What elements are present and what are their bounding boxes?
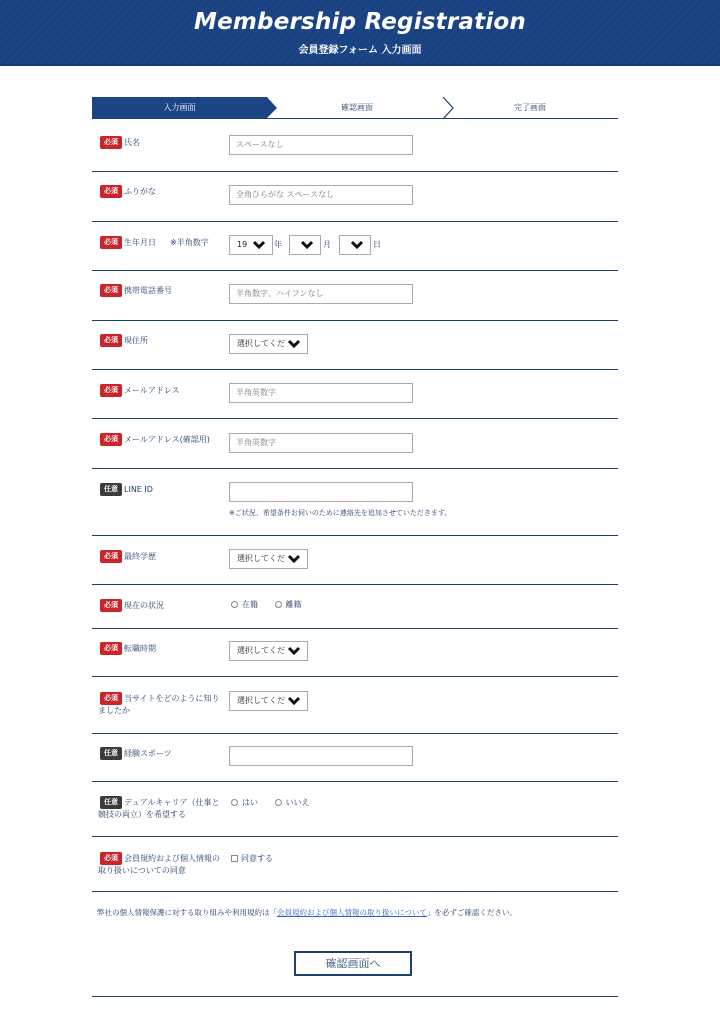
email-confirm-label: メールアドレス(確認用) — [124, 435, 210, 444]
page-header — [0, 0, 720, 66]
form-row-sports — [92, 734, 618, 782]
line-id-note: ※ご状況、希望条件お伺いのために連絡先を追加させていただきます。 — [229, 509, 452, 517]
optional-badge: 任意 — [100, 796, 122, 809]
optional-badge: 任意 — [100, 747, 122, 760]
referral-label-line1: 当サイトをどのように知り — [124, 694, 220, 703]
required-badge: 必須 — [100, 550, 122, 563]
step-input: 入力画面 — [92, 97, 267, 118]
confirm-button[interactable]: 確認画面へ — [294, 951, 412, 976]
page-subtitle: 会員登録フォーム 入力画面 — [298, 45, 422, 56]
email-confirm-input[interactable]: 半角英数字 — [229, 433, 413, 453]
optional-badge: 任意 — [100, 483, 122, 496]
status-option-label: 在籍 — [242, 600, 258, 609]
status-option-left[interactable] — [275, 600, 302, 609]
chevron-down-icon — [287, 646, 301, 656]
status-option-enrolled[interactable] — [231, 600, 258, 609]
privacy-prefix: 弊社の個人情報保護に対する取り組みや利用規約は「 — [97, 908, 277, 917]
birth-day-select[interactable] — [339, 235, 371, 255]
dual-career-label-line2: 競技の両立）を希望する — [98, 810, 186, 819]
required-badge: 必須 — [100, 692, 122, 705]
step-confirm: 確認画面 — [341, 103, 373, 112]
furigana-label: ふりがな — [124, 187, 156, 196]
line-id-input[interactable] — [229, 482, 413, 502]
form-row-job-change — [92, 629, 618, 677]
birthdate-label: 生年月日 — [124, 238, 156, 247]
required-badge: 必須 — [100, 852, 122, 865]
education-label: 最終学歴 — [124, 552, 156, 561]
sports-label: 経験スポーツ — [124, 749, 172, 758]
terms-agree-option[interactable] — [231, 854, 273, 863]
chevron-down-icon — [287, 554, 301, 564]
required-badge: 必須 — [100, 334, 122, 347]
terms-checkbox-label: 同意する — [241, 854, 273, 863]
divider — [92, 996, 618, 997]
form-row-terms — [92, 837, 618, 892]
dual-career-option-no[interactable] — [275, 798, 310, 807]
form-row-phone — [92, 271, 618, 321]
required-badge: 必須 — [100, 236, 122, 249]
form-row-dual-career — [92, 782, 618, 837]
education-select[interactable] — [229, 549, 308, 569]
status-radio-group — [231, 599, 316, 610]
furigana-input[interactable]: 全角ひらがな スペースなし — [229, 185, 413, 205]
month-unit: 月 — [323, 240, 331, 249]
chevron-down-icon — [287, 339, 301, 349]
required-badge: 必須 — [100, 384, 122, 397]
progress-steps — [92, 97, 618, 119]
required-badge: 必須 — [100, 642, 122, 655]
form-row-address — [92, 321, 618, 370]
day-unit: 日 — [373, 240, 381, 249]
birth-year-select[interactable] — [229, 235, 273, 255]
form-row-referral — [92, 677, 618, 734]
privacy-note — [97, 907, 517, 918]
form-row-furigana — [92, 172, 618, 222]
terms-label-line2: 取り扱いについての同意 — [98, 866, 186, 875]
chevron-down-icon — [287, 696, 301, 706]
line-id-label: LINE ID — [124, 485, 153, 494]
phone-label: 携帯電話番号 — [124, 286, 172, 295]
form-row-name — [92, 119, 618, 172]
radio-button[interactable] — [231, 799, 238, 806]
dual-career-radio-group — [231, 797, 324, 808]
terms-checkbox-group — [231, 853, 273, 864]
required-badge: 必須 — [100, 136, 122, 149]
terms-link[interactable]: 会員規約および個人情報の取り扱いについて — [277, 908, 427, 917]
referral-select-value: 選択してくだ — [237, 696, 285, 705]
address-select-value: 選択してくだ — [237, 339, 285, 348]
radio-button[interactable] — [275, 601, 282, 608]
privacy-suffix: 」を必ずご確認ください。 — [426, 908, 517, 917]
chevron-down-icon — [252, 240, 266, 250]
form-row-status — [92, 585, 618, 629]
terms-label-line1: 会員規約および個人情報の — [124, 854, 220, 863]
checkbox[interactable] — [231, 855, 238, 862]
form-row-birthdate — [92, 222, 618, 271]
name-label: 氏名 — [124, 138, 140, 147]
form-row-education — [92, 536, 618, 585]
name-input[interactable]: スペースなし — [229, 135, 413, 155]
birth-year-value: 19 — [237, 240, 248, 249]
form-row-email — [92, 370, 618, 419]
dual-career-option-label: はい — [242, 798, 258, 807]
radio-button[interactable] — [275, 799, 282, 806]
required-badge: 必須 — [100, 284, 122, 297]
status-label: 現在の状況 — [124, 601, 164, 610]
required-badge: 必須 — [100, 599, 122, 612]
referral-select[interactable] — [229, 691, 308, 711]
radio-button[interactable] — [231, 601, 238, 608]
job-change-select-value: 選択してくだ — [237, 646, 285, 655]
education-select-value: 選択してくだ — [237, 554, 285, 563]
phone-input[interactable]: 半角数字、ハイフンなし — [229, 284, 413, 304]
dual-career-option-yes[interactable] — [231, 798, 258, 807]
dual-career-label-line1: デュアルキャリア（仕事と — [124, 798, 220, 807]
sports-input[interactable] — [229, 746, 413, 766]
page-title: Membership Registration — [194, 9, 526, 35]
status-option-label: 離籍 — [285, 600, 302, 609]
birthdate-hint: ※半角数字 — [170, 238, 209, 247]
required-badge: 必須 — [100, 185, 122, 198]
address-select[interactable] — [229, 334, 308, 354]
birth-month-select[interactable] — [289, 235, 321, 255]
dual-career-option-label: いいえ — [285, 798, 310, 807]
year-unit: 年 — [274, 240, 282, 249]
required-badge: 必須 — [100, 433, 122, 446]
job-change-label: 転職時期 — [124, 644, 156, 653]
email-label: メールアドレス — [124, 386, 180, 395]
email-input[interactable]: 半角英数字 — [229, 383, 413, 403]
step-complete: 完了画面 — [514, 103, 546, 112]
form-row-line-id — [92, 469, 618, 536]
address-label: 現住所 — [124, 336, 148, 345]
job-change-select[interactable] — [229, 641, 308, 661]
chevron-down-icon — [300, 240, 314, 250]
form-row-email-confirm — [92, 419, 618, 469]
referral-label-line2: ましたか — [98, 706, 130, 715]
chevron-down-icon — [350, 240, 364, 250]
